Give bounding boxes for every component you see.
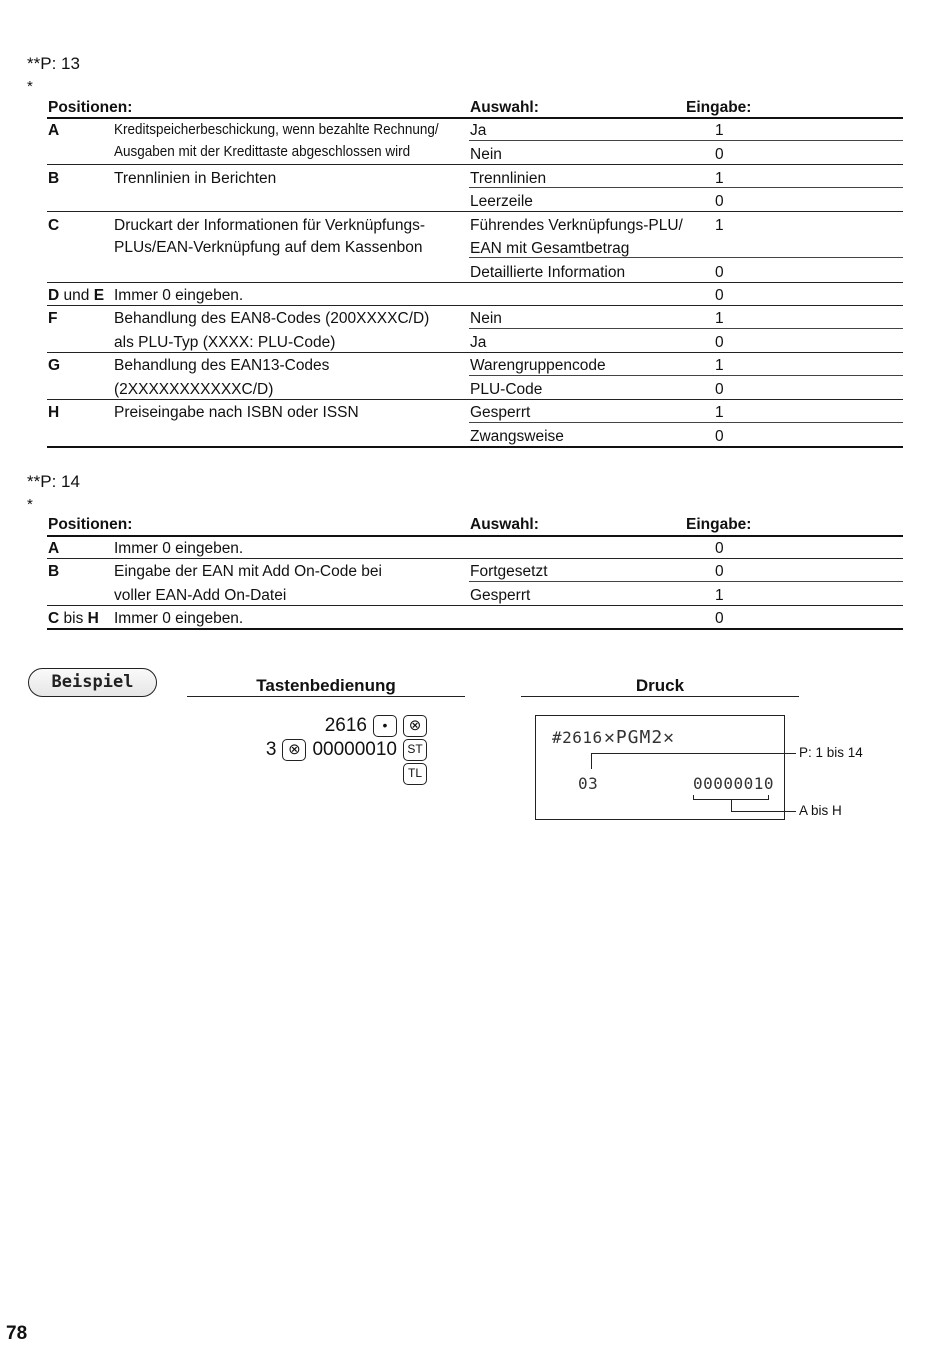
row-entry: 1 <box>715 587 724 604</box>
key-operation-title: Tastenbedienung <box>256 676 396 695</box>
row-selection: Ja <box>470 122 487 139</box>
row-pos: C bis H <box>48 610 99 627</box>
row-selection: Nein <box>470 146 502 163</box>
row-entry: 0 <box>715 610 724 627</box>
row-entry: 0 <box>715 428 724 445</box>
callout-bracket-ah <box>768 795 769 800</box>
callout-bracket-ah <box>693 795 694 800</box>
row-desc: Preiseingabe nach ISBN oder ISSN <box>114 404 359 421</box>
row-desc: Immer 0 eingeben. <box>114 287 244 304</box>
row-desc: voller EAN-Add On-Datei <box>114 587 287 604</box>
row-entry: 1 <box>715 404 724 421</box>
row-rule <box>47 282 903 283</box>
total-key[interactable]: TL <box>403 763 427 785</box>
row-pos: D und E <box>48 287 105 304</box>
row-rule <box>47 305 903 306</box>
row-pos: F <box>48 310 58 327</box>
key-entry-number: 2616 <box>324 715 367 737</box>
row-rule <box>47 399 903 400</box>
row-entry: 0 <box>715 193 724 210</box>
section-marker: * <box>27 496 33 513</box>
table-bottom-rule <box>47 446 903 448</box>
row-entry: 1 <box>715 357 724 374</box>
row-entry: 1 <box>715 170 724 187</box>
callout-p-range: P: 1 bis 14 <box>799 745 863 760</box>
row-entry: 0 <box>715 287 724 304</box>
row-selection: Leerzeile <box>470 193 533 210</box>
row-pos: B <box>48 170 60 187</box>
receipt-printout <box>535 715 785 820</box>
row-desc: Behandlung des EAN13-Codes <box>114 357 330 374</box>
header-entry: Eingabe: <box>686 99 752 116</box>
row-rule <box>47 211 903 212</box>
key-sequence-line-3 <box>397 763 427 785</box>
key-entry-number: 00000010 <box>312 739 397 761</box>
row-pos: B <box>48 563 60 580</box>
key-sequence-line-2 <box>266 739 427 761</box>
row-rule <box>469 257 903 258</box>
multiply-key[interactable]: ⊗ <box>403 715 427 737</box>
row-selection: Gesperrt <box>470 587 531 604</box>
row-selection: Gesperrt <box>470 404 531 421</box>
callout-line-ah <box>731 811 796 812</box>
table-header-rule <box>47 535 903 537</box>
key-sequence-line-1 <box>325 715 427 737</box>
row-selection: Detaillierte Information <box>470 264 626 281</box>
print-rule <box>521 696 799 697</box>
print-title: Druck <box>635 676 685 695</box>
row-selection: Trennlinien <box>470 170 547 187</box>
page-number: 78 <box>6 1323 28 1344</box>
row-entry: 0 <box>715 563 724 580</box>
subtotal-key[interactable]: ST <box>403 739 427 761</box>
row-selection: Zwangsweise <box>470 428 564 445</box>
row-entry: 1 <box>715 217 724 234</box>
receipt-program-label: ✕PGM2✕ <box>604 727 676 748</box>
row-desc: Eingabe der EAN mit Add On-Code bei <box>114 563 382 580</box>
row-selection: Fortgesetzt <box>470 563 548 580</box>
row-entry: 1 <box>715 122 724 139</box>
row-selection: Führendes Verknüpfungs-PLU/ <box>470 217 683 234</box>
row-selection: PLU-Code <box>470 381 543 398</box>
header-entry: Eingabe: <box>686 516 752 533</box>
decimal-point-key[interactable]: • <box>373 715 397 737</box>
row-entry: 0 <box>715 146 724 163</box>
row-rule <box>47 605 903 606</box>
row-entry: 1 <box>715 310 724 327</box>
row-rule <box>469 375 903 376</box>
row-entry: 0 <box>715 334 724 351</box>
row-desc: als PLU-Typ (XXXX: PLU-Code) <box>114 334 336 351</box>
row-selection: EAN mit Gesamtbetrag <box>470 240 630 257</box>
row-selection: Nein <box>470 310 502 327</box>
row-desc: Immer 0 eingeben. <box>114 610 244 627</box>
row-rule <box>469 140 903 141</box>
multiply-key[interactable]: ⊗ <box>282 739 306 761</box>
row-desc: Trennlinien in Berichten <box>114 170 277 187</box>
receipt-a-h-value: 00000010 <box>693 774 775 793</box>
row-selection: Warengruppencode <box>470 357 606 374</box>
row-pos: G <box>48 357 61 374</box>
row-entry: 0 <box>715 540 724 557</box>
row-entry: 0 <box>715 381 724 398</box>
row-rule <box>469 422 903 423</box>
table-bottom-rule <box>47 628 903 630</box>
callout-line-p <box>591 753 796 754</box>
row-rule <box>47 164 903 165</box>
row-desc: Ausgaben mit der Kredittaste abgeschlossen wird <box>114 144 411 160</box>
section-marker: * <box>27 78 33 95</box>
row-rule <box>469 328 903 329</box>
row-selection: Ja <box>470 334 487 351</box>
header-positions: Positionen: <box>48 99 133 116</box>
table-header-rule <box>47 117 903 119</box>
row-pos: C <box>48 217 60 234</box>
row-desc: PLUs/EAN-Verknüpfung auf dem Kassenbon <box>114 239 423 256</box>
row-desc: (2XXXXXXXXXXXC/D) <box>114 381 274 398</box>
section-title-p14: **P: 14 <box>27 472 80 491</box>
header-selection: Auswahl: <box>470 99 539 116</box>
row-rule <box>47 558 903 559</box>
row-rule <box>469 581 903 582</box>
callout-line-p <box>591 753 592 769</box>
key-operation-rule <box>187 696 465 697</box>
row-entry: 0 <box>715 264 724 281</box>
row-rule <box>469 187 903 188</box>
receipt-p-value: 03 <box>578 774 599 793</box>
header-positions: Positionen: <box>48 516 133 533</box>
row-pos: H <box>48 404 60 421</box>
callout-a-range: A bis H <box>799 803 842 818</box>
row-desc: Druckart der Informationen für Verknüpfungs- <box>114 217 426 234</box>
row-desc: Behandlung des EAN8-Codes (200XXXXC/D) <box>114 310 430 327</box>
section-title-p13: **P: 13 <box>27 54 80 73</box>
example-badge: Beispiel <box>28 668 157 697</box>
row-desc: Immer 0 eingeben. <box>114 540 244 557</box>
header-selection: Auswahl: <box>470 516 539 533</box>
row-rule <box>47 352 903 353</box>
receipt-number: #2616 <box>552 728 603 747</box>
row-pos: A <box>48 540 60 557</box>
row-pos: A <box>48 122 60 139</box>
key-entry-number: 3 <box>265 739 277 761</box>
row-desc: Kreditspeicherbeschickung, wenn bezahlte Rechnung/ <box>114 122 439 138</box>
